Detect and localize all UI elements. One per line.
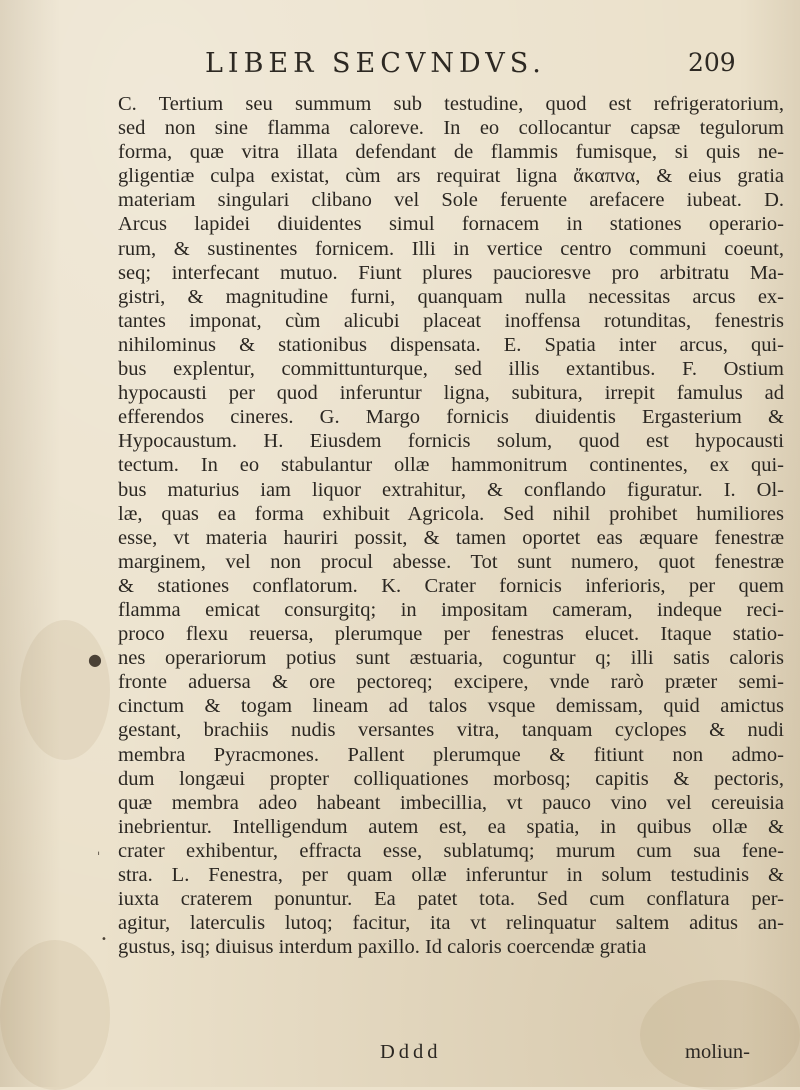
- text-line: læ, quas ea forma exhibuit Agricola. Sed nihil prohibet humiliores: [118, 502, 784, 525]
- text-line: quæ membra adeo habeant imbecillia, vt pauco vino vel cereuisia: [118, 791, 784, 814]
- paper-stain: [0, 940, 110, 1090]
- text-line: gistri, & magnitudine furni, quanquam nulla necessitas arcus ex-: [118, 285, 784, 308]
- text-line: cinctum & togam lineam ad talos vsque demissam, quid amictus: [118, 695, 784, 718]
- text-line: bus maturius iam liquor extrahitur, & conflando figuratur. I. Ol-: [118, 478, 784, 501]
- text-line: crater exhibentur, effracta esse, sublatumq; murum cum sua fene-: [118, 839, 784, 862]
- page-header: [0, 48, 800, 88]
- text-line: gligentiæ culpa existat, cùm ars requirat ligna ἄκαπνα, & eius gratia: [118, 165, 784, 188]
- signature-mark: Dddd: [380, 1041, 442, 1063]
- text-line: agitur, laterculis lutoq; facitur, ita vt relinquatur saltem aditus an-: [118, 912, 784, 935]
- text-line: sed non sine flamma caloreve. In eo collocantur capsæ tegulorum: [118, 117, 784, 140]
- text-line: proco flexu reuersa, plerumque per fenestras elucet. Itaque statio-: [118, 623, 784, 646]
- body-text: [118, 92, 784, 959]
- text-line: flamma emicat consurgitq; in impositam cameram, indeque reci-: [118, 598, 784, 621]
- text-line: iuxta craterem ponuntur. Ea patet tota. Sed cum conflatura per-: [118, 888, 784, 911]
- text-line: inebrientur. Intelligendum autem est, ea spatia, in quibus ollæ &: [118, 815, 784, 838]
- text-line: nes operariorum potius sunt æstuaria, coguntur q; illi satis caloris: [118, 647, 784, 670]
- text-line: forma, quæ vitra illata defendant de flammis fumisque, si quis ne-: [118, 141, 784, 164]
- text-line: tectum. In eo stabulantur ollæ hammonitrum continentes, ex qui-: [118, 454, 784, 477]
- margin-tick-mark: ˈ: [97, 850, 101, 864]
- text-line: tantes imponat, cùm alicubi placeat inoffensa rotunditas, fenestris: [118, 309, 784, 332]
- text-line: fronte aduersa & ore pectoreq; excipere, vnde rarò præter semi-: [118, 671, 784, 694]
- text-line: nihilominus & stationibus dispensata. E. Spatia inter arcus, qui-: [118, 333, 784, 356]
- text-line: seq; interfecant mutuo. Fiunt plures paucioresve pro arbitratu Ma-: [118, 261, 784, 284]
- text-line: gustus, isq; diuisus interdum paxillo. Id caloris coercendæ gratia: [118, 936, 647, 959]
- margin-dot-mark: •: [101, 934, 107, 945]
- text-line: bus explentur, committunturque, sed illis extantibus. F. Ostium: [118, 358, 784, 381]
- text-line: marginem, vel non procul abesse. Tot sunt numero, quot fenestræ: [118, 550, 784, 573]
- text-line: C. Tertium seu summum sub testudine, quod est refrigeratorium,: [118, 93, 784, 115]
- text-line: stra. L. Fenestra, per quam ollæ inferuntur in solum testudinis &: [118, 864, 784, 886]
- text-line: materiam singulari clibano vel Sole feruente arefacere iubeat. D.: [118, 189, 784, 212]
- catchword: moliun-: [685, 1041, 750, 1063]
- running-head: LIBER SECVNDVS.: [205, 48, 546, 79]
- page-number: 209: [688, 48, 736, 77]
- text-line: Hypocaustum. H. Eiusdem fornicis solum, quod est hypocausti: [118, 430, 784, 453]
- margin-bullet-mark: ●: [88, 650, 102, 669]
- paper-stain: [640, 980, 800, 1090]
- paper-stain: [20, 620, 110, 760]
- text-line: membra Pyracmones. Pallent plerumque & fitiunt non admo-: [118, 743, 784, 766]
- text-line: dum longæui propter colliquationes morbosq; capitis & pectoris,: [118, 767, 784, 790]
- text-line: hypocausti per quod inferuntur ligna, subitura, irrepit famulus ad: [118, 382, 784, 405]
- text-line: esse, vt materia hauriri possit, & tamen oportet eas æquare fenestræ: [118, 526, 784, 549]
- text-line: Arcus lapidei diuidentes simul fornacem in stationes operario-: [118, 213, 784, 236]
- text-line: & stationes conflatorum. K. Crater fornicis inferioris, per quem: [118, 574, 784, 597]
- text-line: efferendos cineres. G. Margo fornicis diuidentis Ergasterium &: [118, 406, 784, 429]
- text-line: gestant, brachiis nudis versantes vitra, tanquam cyclopes & nudi: [118, 719, 784, 742]
- text-line: rum, & sustinentes fornicem. Illi in vertice centro communi coeunt,: [118, 237, 784, 260]
